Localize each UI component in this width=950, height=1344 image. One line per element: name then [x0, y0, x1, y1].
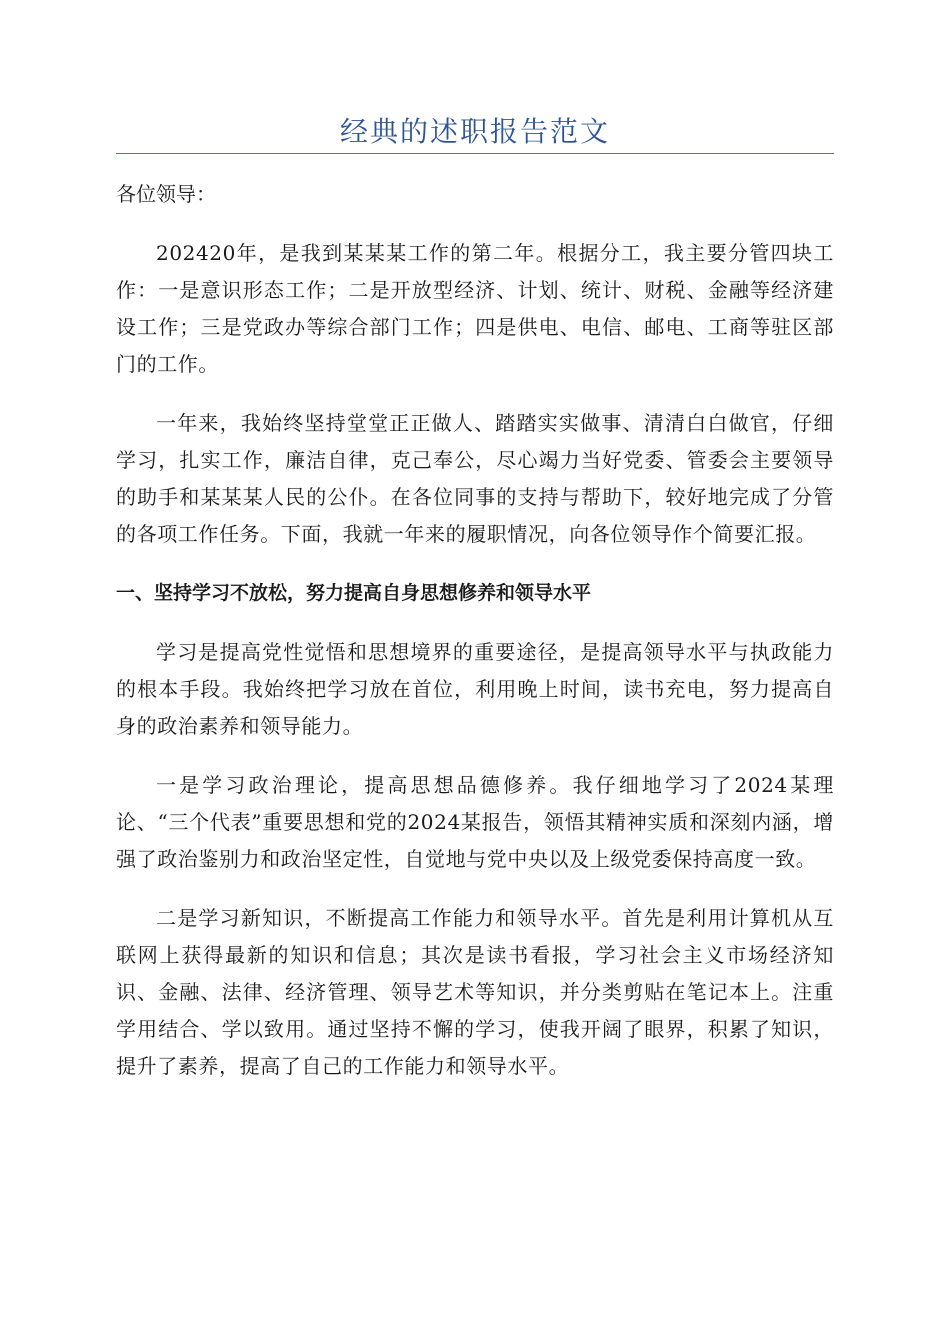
title-underline: [116, 153, 834, 154]
paragraph-section1-2: 一是学习政治理论，提高思想品德修养。我仔细地学习了2024某理论、“三个代表”重要思想和党的2024某报告，领悟其精神实质和深刻内涵，增强了政治鉴别力和政治坚定性，自觉地与党中央以及上级党委保持高度一致。: [116, 773, 834, 871]
document-body: [116, 176, 834, 1107]
salutation: 各位领导：: [116, 182, 216, 206]
paragraph-section1-1: 学习是提高党性觉悟和思想境界的重要途径，是提高领导水平与执政能力的根本手段。我始终把学习放在首位，利用晚上时间，读书充电，努力提高自身的政治素养和领导能力。: [116, 640, 834, 738]
document-title: 经典的述职报告范文: [339, 115, 610, 148]
paragraph-intro-2: 一年来，我始终坚持堂堂正正做人、踏踏实实做事、清清白白做官，仔细学习，扎实工作，廉洁自律，克己奉公，尽心竭力当好党委、管委会主要领导的助手和某某某人民的公仆。在各位同事的支持与帮助下，较好地完成了分管的各项工作任务。下面，我就一年来的履职情况，向各位领导作个简要汇报。: [116, 411, 834, 546]
section-heading-1: 一、坚持学习不放松，努力提高自身思想修养和领导水平: [116, 582, 592, 604]
paragraph-intro-1: 202420年，是我到某某某工作的第二年。根据分工，我主要分管四块工作：一是意识形态工作；二是开放型经济、计划、统计、财税、金融等经济建设工作；三是党政办等综合部门工作；四是供电、电信、邮电、工商等驻区部门的工作。: [116, 241, 834, 376]
paragraph-section1-3: 二是学习新知识，不断提高工作能力和领导水平。首先是利用计算机从互联网上获得最新的知识和信息；其次是读书看报，学习社会主义市场经济知识、金融、法律、经济管理、领导艺术等知识，并分类剪贴在笔记本上。注重学用结合、学以致用。通过坚持不懈的学习，使我开阔了眼界，积累了知识，提升了素养，提高了自己的工作能力和领导水平。: [116, 906, 834, 1078]
